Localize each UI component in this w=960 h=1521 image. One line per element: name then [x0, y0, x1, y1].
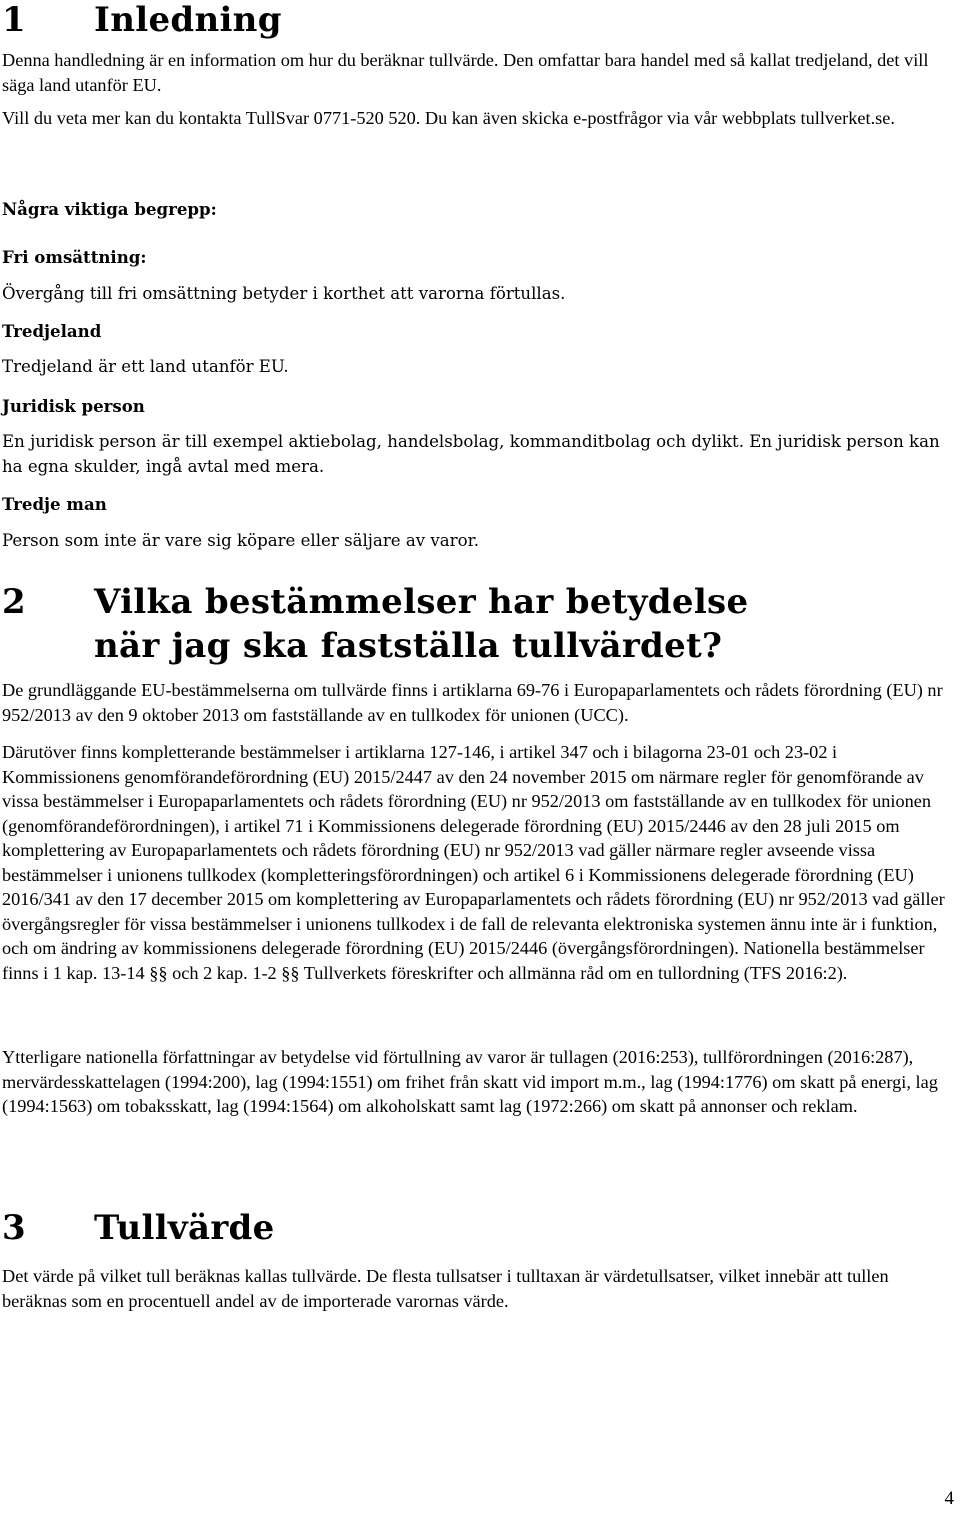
section-title-line-1: Vilka bestämmelser har betydelse — [94, 582, 749, 622]
intro-paragraph-1: Denna handledning är en information om hur du beräknar tullvärde. Den omfattar bara handel med så kallat tredjeland, det vill säga land utanför EU. — [2, 50, 929, 95]
body-paragraph: De grundläggande EU-bestämmelserna om tullvärde finns i artiklarna 69-76 i Europaparlamentets och rådets förordning (EU) nr 952/2013 av den 9 oktober 2013 om fastställande av en tullkodex för unionen (UCC). — [2, 680, 943, 725]
section-number: 2 — [2, 582, 26, 622]
section-title: Inledning — [94, 0, 282, 40]
term-label: Tredjeland — [2, 321, 102, 341]
section-number: 1 — [2, 0, 26, 40]
term-label: Tredje man — [2, 494, 107, 514]
body-paragraph: Det värde på vilket tull beräknas kallas tullvärde. De flesta tullsatser i tulltaxan är värdetullsatser, vilket innebär att tullen beräknas som en procentuell andel av de importerade varornas värde. — [2, 1266, 889, 1311]
term-definition: Person som inte är vare sig köpare eller säljare av varor. — [2, 531, 479, 550]
body-paragraph: Därutöver finns kompletterande bestämmelser i artiklarna 127-146, i artikel 347 och i bilagorna 23-01 och 23-02 i Kommissionens genomförandeförordning (EU) 2015/2447 av den 24 november 2015 om närmare regler för genomförande av vissa bestämmelser i Europaparlamentets och rådets förordning (EU) nr 952/2013 om fastställande av en tullkodex för unionen (genomförandeförordningen), i artikel 71 i Kommissionens delegerade förordning (EU) 2015/2446 av den 28 juli 2015 om komplettering av Europaparlamentets och rådets förordning (EU) nr 952/2013 vad gäller närmare regler avseende vissa bestämmelser i unionens tullkodex (kompletteringsförordningen) och artikel 6 i Kommissionens delegerade förordning (EU) 2016/341 av den 17 december 2015 om komplettering av Europaparlamentets och rådets förordning (EU) nr 952/2013 vad gäller övergångsregler för vissa bestämmelser i unionens tullkodex i de fall de relevanta elektroniska systemen ännu inte är i funktion, och om ändring av kommissionens delegerade förordning (EU) 2015/2446 (övergångsförordningen). Nationella bestämmelser finns i 1 kap. 13-14 §§ och 2 kap. 1-2 §§ Tullverkets föreskrifter och allmänna råd om en tullordning (TFS 2016:2). — [2, 742, 945, 983]
intro-paragraph-2: Vill du veta mer kan du kontakta TullSvar 0771-520 520. Du kan även skicka e-postfrågor via vår webbplats tullverket.se. — [2, 108, 895, 128]
term-definition: En juridisk person är till exempel aktiebolag, handelsbolag, kommanditbolag och dylikt. En juridisk person kan ha egna skulder, ingå avtal med mera. — [2, 432, 940, 476]
section-2-heading — [2, 580, 748, 668]
body-paragraph: Ytterligare nationella författningar av betydelse vid förtullning av varor är tullagen (2016:253), tullförordningen (2016:287), mervärdesskattelagen (1994:200), lag (1994:1551) om frihet från skatt vid import m.m., lag (1994:1776) om skatt på energi, lag (1994:1563) om tobaksskatt, lag (1994:1564) om alkoholskatt samt lag (1972:266) om skatt på annonser och reklam. — [2, 1047, 938, 1116]
term-definition: Tredjeland är ett land utanför EU. — [2, 357, 289, 376]
terms-heading: Några viktiga begrepp: — [2, 199, 217, 219]
section-title-line-2: när jag ska fastställa tullvärdet? — [94, 626, 723, 666]
section-number: 3 — [2, 1208, 26, 1248]
section-title: Tullvärde — [94, 1208, 275, 1248]
term-definition: Övergång till fri omsättning betyder i korthet att varorna förtullas. — [2, 284, 566, 303]
term-label: Juridisk person — [2, 396, 145, 416]
term-label: Fri omsättning: — [2, 247, 147, 267]
page-number: 4 — [944, 1488, 954, 1509]
section-1-heading — [2, 0, 282, 42]
section-3-heading — [2, 1206, 275, 1250]
